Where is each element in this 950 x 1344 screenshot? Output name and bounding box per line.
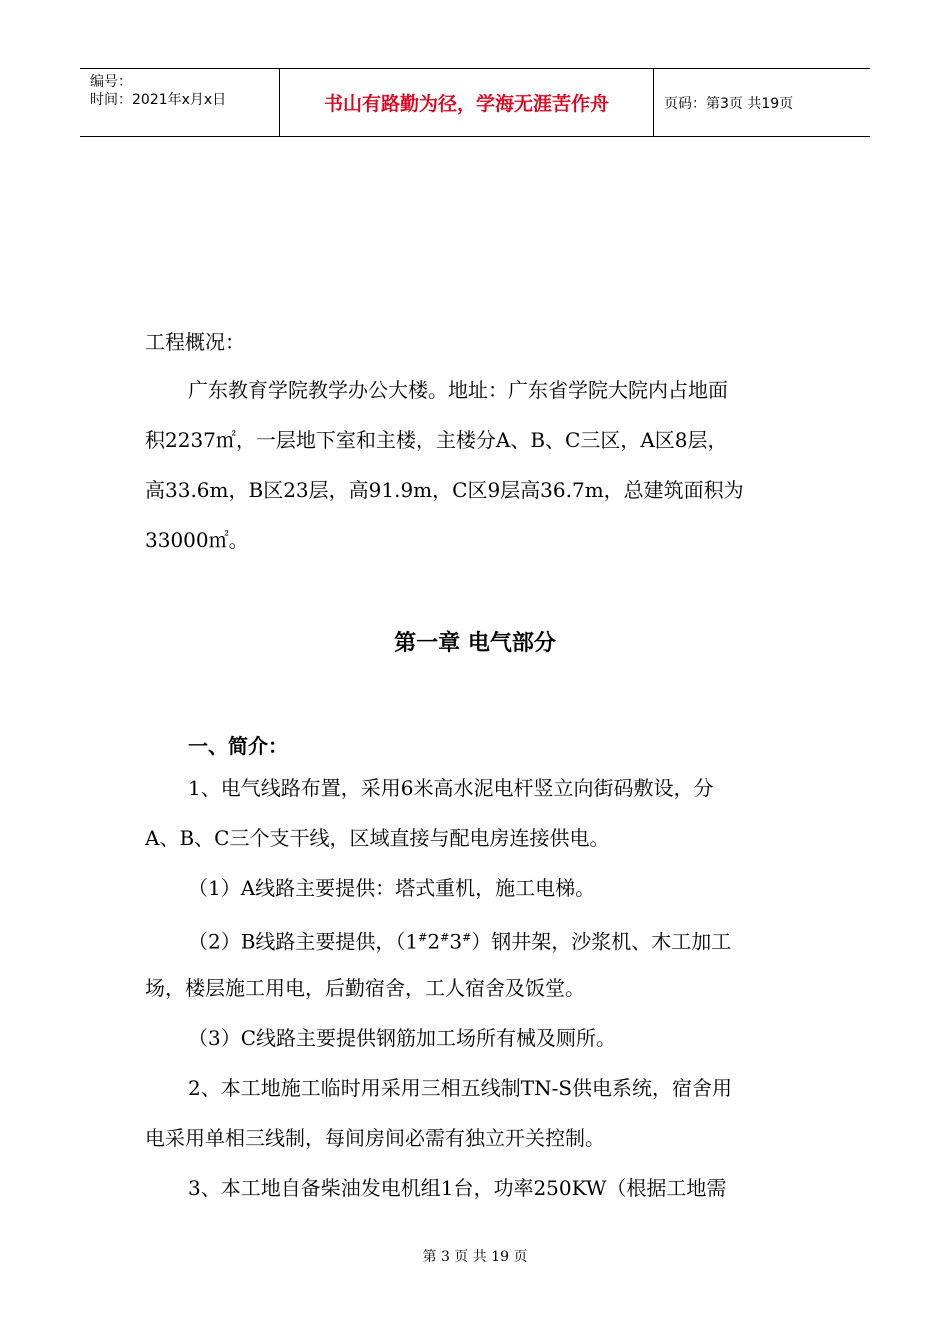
body-p5-line-2: 电采用单相三线制，每间房间必需有独立开关控制。 [145,1126,605,1150]
body-p6-line-1: 3、本工地自备柴油发电机组1台，功率250KW（根据工地需 [188,1176,727,1200]
p3-sup-1: # [418,931,428,944]
chapter-title: 第一章 电气部分 [394,631,556,656]
header-page-info: 页码：第3页 共19页 [664,95,794,112]
number-label: 编号： [90,74,132,90]
header-motto: 书山有路勤为径，学海无涯苦作舟 [280,69,654,136]
overview-title: 工程概况： [145,330,245,354]
body-p1-line-2: A、B、C三个支干线，区域直接与配电房连接供电。 [145,826,610,850]
section-title: 一、简介： [188,734,288,758]
body-p3-line-1 [188,926,853,954]
header-table [80,68,870,137]
body-p4: （3）C线路主要提供钢筋加工场所有械及厕所。 [188,1026,617,1050]
overview-line-1: 广东教育学院教学办公大楼。地址：广东省学院大院内占地面 [188,378,728,402]
overview-line-3: 高33.6m，B区23层，高91.9m，C区9层高36.7m，总建筑面积为 [145,478,744,502]
body-p2: （1）A线路主要提供：塔式重机，施工电梯。 [188,876,596,900]
time-label: 时间：2021年x月x日 [90,92,227,108]
body-p1-line-1: 1、电气线路布置，采用6米高水泥电杆竖立向街码敷设，分 [188,776,714,800]
p3-part-b: 2 [427,929,441,954]
p3-sup-3: # [462,931,472,944]
p3-part-d: ）钢井架，沙浆机、木工加工 [471,929,732,954]
body-p5-line-1: 2、本工地施工临时用采用三相五线制TN-S供电系统，宿舍用 [188,1076,733,1100]
p3-part-a: （2）B线路主要提供，（1 [188,929,419,954]
page-footer: 第 3 页 共 19 页 [422,1249,528,1265]
overview-line-2: 积2237㎡，一层地下室和主楼，主楼分A、B、C三区，A区8层， [145,428,728,452]
p3-sup-2: # [440,931,450,944]
overview-line-4: 33000㎡。 [145,528,249,552]
body-p3-line-2: 场，楼层施工用电，后勤宿舍，工人宿舍及饭堂。 [145,976,585,1000]
p3-part-c: 3 [449,929,463,954]
header-meta [80,69,280,136]
